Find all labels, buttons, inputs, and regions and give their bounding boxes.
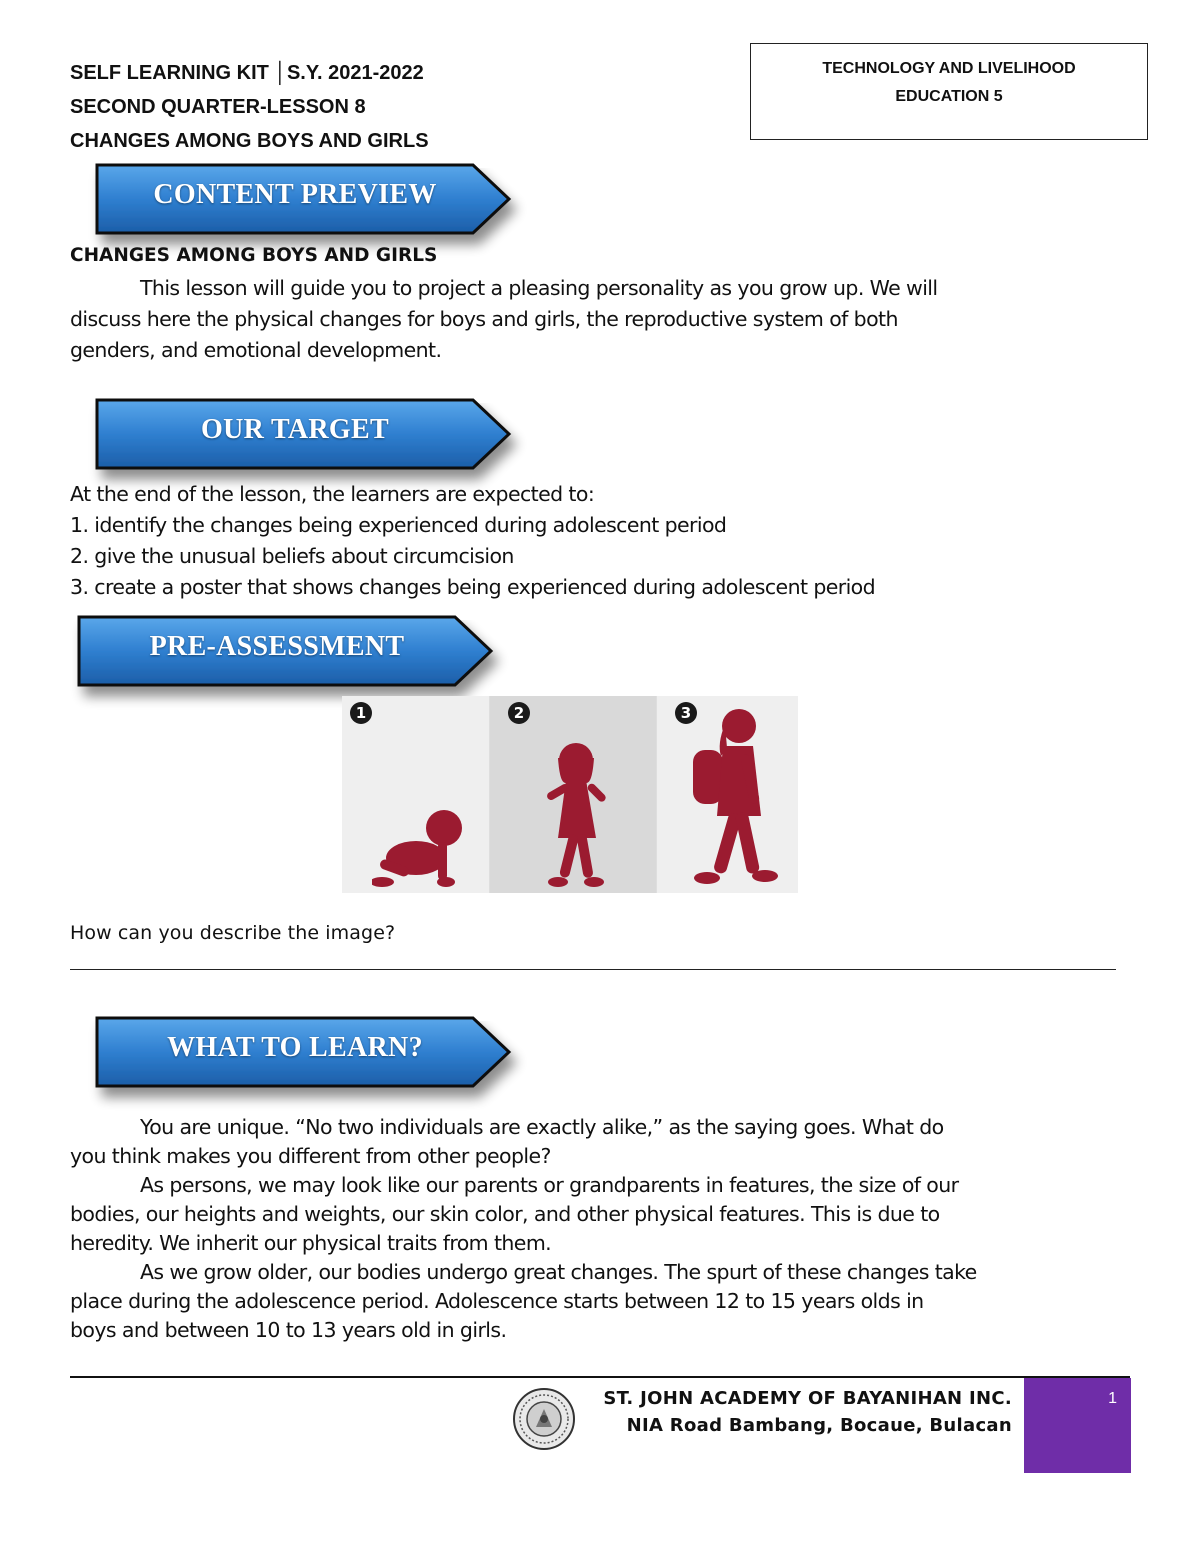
target-item-2: 2. give the unusual beliefs about circumcision (70, 544, 514, 568)
crawling-baby-silhouette (372, 796, 472, 891)
school-address: NIA Road Bambang, Bocaue, Bulacan (626, 1415, 1012, 1436)
preview-line-3: genders, and emotional development. (70, 338, 442, 362)
kit-title: SELF LEARNING KIT │S.Y. 2021-2022 (70, 62, 424, 84)
learn-line-6: As we grow older, our bodies undergo great changes. The spurt of these changes take (140, 1260, 977, 1284)
banner-what-to-learn (95, 1016, 535, 1100)
panel-baby (342, 696, 489, 893)
banner-pre-assessment (77, 615, 517, 699)
panel-school-child (657, 696, 798, 893)
subject-line-1: TECHNOLOGY AND LIVELIHOOD (822, 60, 1076, 77)
describe-question: How can you describe the image? (70, 922, 396, 944)
footer-rule (70, 1376, 1130, 1378)
subject-box (750, 43, 1148, 140)
walking-child-silhouette (536, 742, 616, 892)
target-item-3: 3. create a poster that shows changes being experienced during adolescent period (70, 575, 876, 599)
step-number-badge: 2 (508, 702, 530, 724)
subject-line-2: EDUCATION 5 (895, 88, 1003, 105)
step-number-badge: 1 (350, 702, 372, 724)
learn-line-7: place during the adolescence period. Adolescence starts between 12 to 15 years olds in (70, 1289, 924, 1313)
page-number: 1 (1108, 1390, 1117, 1407)
answer-line[interactable] (70, 969, 1116, 970)
content-preview-title: CHANGES AMONG BOYS AND GIRLS (70, 245, 438, 266)
school-name: ST. JOHN ACADEMY OF BAYANIHAN INC. (603, 1388, 1012, 1409)
quarter-lesson: SECOND QUARTER-LESSON 8 (70, 96, 366, 118)
page-number-box (1024, 1378, 1131, 1473)
banner-label: CONTENT PREVIEW (153, 179, 437, 210)
growth-stages-image (342, 696, 798, 893)
preview-line-1: This lesson will guide you to project a pleasing personality as you grow up. We will (140, 276, 938, 300)
banner-label: WHAT TO LEARN? (167, 1032, 423, 1063)
step-number-badge: 3 (675, 702, 697, 724)
schoolgirl-silhouette (687, 704, 787, 889)
learn-line-8: boys and between 10 to 13 years old in girls. (70, 1318, 507, 1342)
banner-content-preview (95, 163, 535, 247)
learn-line-5: heredity. We inherit our physical traits from them. (70, 1231, 552, 1255)
school-seal-icon (512, 1387, 576, 1451)
lesson-title: CHANGES AMONG BOYS AND GIRLS (70, 130, 429, 152)
banner-our-target (95, 398, 535, 482)
learn-line-1: You are unique. “No two individuals are exactly alike,” as the saying goes. What do (140, 1115, 944, 1139)
target-item-1: 1. identify the changes being experienced during adolescent period (70, 513, 727, 537)
banner-label: PRE-ASSESSMENT (149, 631, 405, 662)
banner-label: OUR TARGET (201, 414, 389, 445)
learn-line-2: you think makes you different from other people? (70, 1144, 551, 1168)
preview-line-2: discuss here the physical changes for boys and girls, the reproductive system of both (70, 307, 898, 331)
target-intro: At the end of the lesson, the learners are expected to: (70, 482, 595, 506)
panel-toddler (490, 696, 656, 893)
learn-line-3: As persons, we may look like our parents or grandparents in features, the size of our (140, 1173, 959, 1197)
learn-line-4: bodies, our heights and weights, our skin color, and other physical features. This is due to (70, 1202, 940, 1226)
